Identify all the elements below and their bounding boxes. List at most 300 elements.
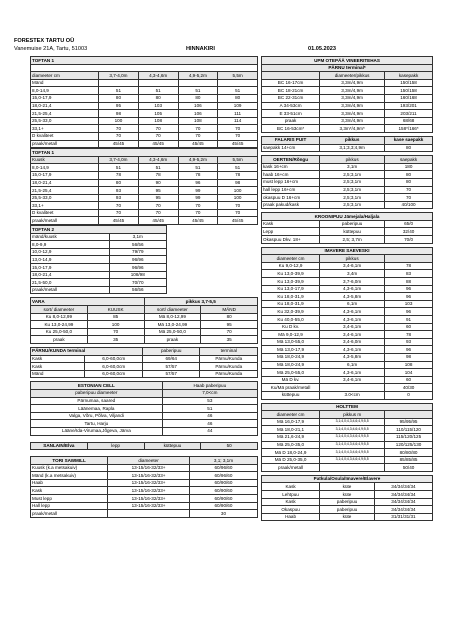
- table-row: [262, 117, 433, 125]
- table-title: VARA: [31, 298, 145, 306]
- cell: 95: [138, 187, 178, 195]
- cell: 13-15/16-32/33+: [108, 479, 190, 487]
- cell: 3,1;4,0;4,3;4,6;4,9;5,5: [320, 456, 385, 464]
- table-title: UPM OTEPÄÄ VINEERITEHAS: [262, 57, 433, 65]
- table-row: [31, 233, 167, 241]
- cell: E 33-51cm: [262, 110, 320, 118]
- cell: 70: [218, 202, 258, 210]
- cell: 158*/166*: [385, 125, 433, 133]
- cell: Mä 18,0-24,9: [262, 353, 320, 361]
- cell: paberipuu: [320, 220, 385, 228]
- cell: Mä 21,6-24,9: [262, 433, 320, 441]
- cell: 56/56: [109, 241, 166, 249]
- cell: 96/96: [109, 256, 166, 264]
- cell: Lehtpuu: [262, 491, 320, 499]
- cell: 96: [385, 293, 433, 301]
- cell: 150/158: [385, 79, 433, 87]
- table-row: [262, 449, 433, 457]
- cell: 13-15/16-32/33+: [108, 502, 190, 510]
- cell: 80: [201, 313, 258, 321]
- cell: 3,3m/4,9m: [320, 94, 385, 102]
- cell: 70: [138, 132, 178, 140]
- cell: paberipuu diameeter: [31, 389, 163, 397]
- cell: 3,3m/4,9m: [320, 102, 385, 110]
- cell: [320, 384, 385, 392]
- table-title: IMAVERE SAEVESKI: [262, 247, 433, 255]
- table-row: [262, 194, 433, 202]
- table-row: [262, 369, 433, 377]
- table-title: TORI SAWMILL: [31, 457, 108, 465]
- sanlain-table: [30, 442, 258, 451]
- cell: 96: [178, 179, 218, 187]
- cell: 51: [99, 87, 139, 95]
- cell: 6,0-60,0cm: [85, 363, 143, 371]
- table-row: [31, 248, 167, 256]
- cell: 46: [162, 420, 257, 428]
- parnu-terminal-table: [30, 347, 258, 378]
- col-header: 4,3-4,6m: [138, 156, 178, 164]
- cell: 4,3-6,1m: [320, 369, 385, 377]
- cell: 96: [385, 308, 433, 316]
- table-row: [31, 279, 167, 287]
- table-row: [31, 363, 258, 371]
- cell: 3,1;4,0;4,3;4,6;4,9;5,5: [320, 426, 385, 434]
- table-row: [31, 87, 258, 95]
- table-row: [31, 271, 167, 279]
- table-row: [262, 346, 433, 354]
- table-row: [262, 201, 433, 209]
- cell: must lepp 16+cm: [262, 178, 320, 186]
- cell: Ku/Mä praak/metall: [262, 384, 320, 392]
- table-row: [262, 300, 433, 308]
- cell: 3,1;3,3;4,9m: [320, 144, 385, 152]
- cell: 4,3-5,8m: [320, 293, 385, 301]
- table-row: [31, 412, 258, 420]
- cell: 78: [385, 262, 433, 270]
- table-row: [262, 87, 433, 95]
- cell: 70: [99, 202, 139, 210]
- cell: 53: [162, 397, 257, 405]
- cell: Ku 9,0-12,9: [262, 262, 320, 270]
- cell: 99: [178, 194, 218, 202]
- cell: Mänd: [31, 370, 85, 378]
- cell: lepp: [87, 442, 144, 450]
- cell: 99: [178, 187, 218, 195]
- cell: 108: [138, 117, 178, 125]
- cell: 40/100: [385, 201, 433, 209]
- cell: 80: [385, 144, 433, 152]
- cell: 98: [99, 110, 139, 118]
- cell: 93: [99, 194, 139, 202]
- cell: 25,5-33,0: [31, 194, 99, 202]
- cell: 4,3-6,1m: [320, 285, 385, 293]
- cell: 95: [201, 321, 258, 329]
- table-row: [31, 427, 258, 435]
- cell: 3,3m/4,9m: [320, 110, 385, 118]
- table-row: [262, 361, 433, 369]
- cell: 70: [218, 125, 258, 133]
- table-row: [31, 256, 167, 264]
- cell: praak/metall: [262, 464, 320, 472]
- cell: 105: [138, 110, 178, 118]
- cell: 45/45: [218, 217, 258, 225]
- cell: Mä 25,0-55,0: [262, 369, 320, 377]
- cell: Mä 18,0-21,1: [262, 426, 320, 434]
- cell: 50: [201, 442, 258, 450]
- table-row: [262, 433, 433, 441]
- col-header: kasepakk: [385, 72, 433, 80]
- cell: 106: [178, 110, 218, 118]
- table-row: [262, 331, 433, 339]
- cell: 70/0: [385, 236, 433, 244]
- cell: Mä D 18,0-24,9: [262, 449, 320, 457]
- table-row: [262, 441, 433, 449]
- table-row: [31, 370, 258, 378]
- cell: haab 16+cm: [262, 171, 320, 179]
- cell: 96/96: [109, 264, 166, 272]
- right-column: [261, 56, 433, 521]
- company-name: FORESTEX TARTU OÜ: [14, 38, 75, 44]
- cell: Pärnumaa, saared: [31, 397, 163, 405]
- cell: Mä 13,0-24,99: [144, 321, 201, 329]
- cell: 10,0-12,9: [31, 248, 110, 256]
- cell: 40/30: [385, 384, 433, 392]
- cell: 93: [385, 338, 433, 346]
- cell: 70/70: [109, 279, 166, 287]
- cell: 100: [99, 117, 139, 125]
- col-header: KUUSK: [87, 306, 144, 314]
- cell: Ku 13,0-24,99: [31, 321, 88, 329]
- table-row: [31, 442, 258, 450]
- cell: 78: [218, 171, 258, 179]
- cell: 98: [385, 353, 433, 361]
- cell: 65/0: [385, 220, 433, 228]
- cell: 45/45: [99, 140, 139, 148]
- cell: 3,4-6,1m: [320, 376, 385, 384]
- estonian-cell-table: [30, 381, 258, 435]
- table-row: [31, 313, 258, 321]
- cell: 114: [218, 117, 258, 125]
- cell: paberipuu: [320, 506, 375, 514]
- cell: 31/31/31/31: [374, 513, 432, 521]
- table-row: [262, 513, 433, 521]
- col-header: 4,3-4,6m: [138, 72, 178, 80]
- table-row: [262, 220, 433, 228]
- cell: 70: [178, 209, 218, 217]
- cell: Ku D kv.: [262, 323, 320, 331]
- cell: Pärnu/Kunda: [200, 363, 258, 371]
- cell: 3,7-6,0m: [320, 278, 385, 286]
- cell: 150/158: [385, 87, 433, 95]
- cell: küttepuu: [320, 228, 385, 236]
- table-row: [262, 353, 433, 361]
- cell: 69/64: [142, 355, 200, 363]
- cell: 45/45: [218, 140, 258, 148]
- cell: 80: [385, 178, 433, 186]
- cell: 33,1+: [31, 125, 99, 133]
- col-header: diameeter/pikkus: [320, 72, 385, 80]
- col-header: kase saepakk: [385, 136, 433, 144]
- col-header: pikkus m: [320, 411, 385, 419]
- cell: Ku 32,0-39,9: [262, 308, 320, 316]
- cell: 45/45: [99, 217, 139, 225]
- col-header: terminal: [200, 347, 258, 355]
- cell: Mä 18,0-24,9: [262, 361, 320, 369]
- cell: Kask: [262, 220, 320, 228]
- document-title: HINNAKIRI: [186, 46, 215, 52]
- col-header: pikkus: [320, 255, 385, 263]
- cell: 80: [178, 94, 218, 102]
- cell: 3,1;4,0;4,3;4,6;4,9;5,5: [320, 449, 385, 457]
- cell: Kask: [31, 487, 108, 495]
- cell: Pärnu/Kunda: [200, 370, 258, 378]
- cell: 70: [87, 328, 144, 336]
- cell: saepakk 14+cm: [262, 144, 320, 152]
- tori-sawmill-table: [30, 456, 258, 518]
- cell: Ku 25,0-50,0: [31, 328, 88, 336]
- cell: 100: [218, 187, 258, 195]
- table-row: [31, 209, 258, 217]
- cell: 160/168: [385, 94, 433, 102]
- cell: Tartu, Harju: [31, 420, 163, 428]
- kroonipuu-table: [261, 212, 433, 243]
- table-row: [31, 187, 258, 195]
- table-row: [262, 186, 433, 194]
- cell: Mä 9,0-12,9: [262, 331, 320, 339]
- cell: 203/211: [385, 110, 433, 118]
- table-row: [31, 79, 258, 87]
- cell: 103: [138, 102, 178, 110]
- cell: 85/85/85: [385, 456, 433, 464]
- cell: 2,5;3,1m: [320, 186, 385, 194]
- cell: praak: [144, 336, 201, 344]
- table-row: [31, 102, 258, 110]
- cell: 95: [138, 194, 178, 202]
- cell: 70: [218, 132, 258, 140]
- patkula-table: [261, 475, 433, 522]
- cell: D kvaliteet: [31, 209, 99, 217]
- cell: 80: [218, 94, 258, 102]
- table-row: [31, 510, 258, 518]
- col-header: MÄND: [201, 306, 258, 314]
- table-row: [31, 464, 258, 472]
- cell: 70: [99, 125, 139, 133]
- table-row: [262, 79, 433, 87]
- cell: 34/34/34/34: [374, 498, 432, 506]
- table-row: [262, 262, 433, 270]
- cell: 8,0-14,9: [31, 164, 99, 172]
- col-header: 4,9-5,2m: [178, 156, 218, 164]
- toftan1-spruce-table: [30, 148, 258, 225]
- cell: A 34-53cm: [262, 102, 320, 110]
- cell: 108: [385, 361, 433, 369]
- table-row: [31, 117, 258, 125]
- cell: Haab: [262, 513, 320, 521]
- cell: 30: [189, 510, 257, 518]
- cell: 3,3m*/4,9m*: [320, 125, 385, 133]
- cell: 70: [138, 202, 178, 210]
- cell: 60/90/60: [189, 479, 257, 487]
- cell: 45/45: [178, 140, 218, 148]
- table-row: [31, 241, 167, 249]
- col-header: 3,1; 3,1m: [189, 457, 257, 465]
- table-row: [31, 479, 258, 487]
- cell: 93: [99, 187, 139, 195]
- cell: 111: [218, 110, 258, 118]
- table-row: [31, 405, 258, 413]
- table-row: [262, 338, 433, 346]
- cell: Mä D kv.: [262, 376, 320, 384]
- col-header: paberipuu: [142, 347, 200, 355]
- table-row: [262, 236, 433, 244]
- table-row: [262, 285, 433, 293]
- cell: 83: [385, 270, 433, 278]
- cell: 45/45: [138, 217, 178, 225]
- cell: [320, 464, 385, 472]
- cell: 50/40: [385, 464, 433, 472]
- cell: Haab: [31, 479, 108, 487]
- cell: 0: [385, 391, 433, 399]
- table-row: [31, 94, 258, 102]
- cell: D kvaliteet: [31, 132, 99, 140]
- cell: 21,5-50,0: [31, 279, 110, 287]
- table-title: PÄRNU/KUNDA terminal: [31, 347, 143, 355]
- table-row: [262, 391, 433, 399]
- cell: Okaspuu: [262, 506, 320, 514]
- table-row: [262, 426, 433, 434]
- cell: Ku 40,0-55,0: [262, 316, 320, 324]
- cell: hall lepp 16+cm: [262, 186, 320, 194]
- cell: Mänd: [31, 79, 99, 87]
- cell: 193/201: [385, 102, 433, 110]
- table-subtitle: PÄRNU terminal*: [262, 64, 433, 72]
- table-row: [31, 397, 258, 405]
- table-row: [31, 495, 258, 503]
- cell: 2,5; 3,7m: [320, 236, 385, 244]
- table-row: [262, 144, 433, 152]
- falaris-table: [261, 136, 433, 152]
- cell: 60/96/60: [189, 464, 257, 472]
- table-row: [262, 278, 433, 286]
- cell: praak/metall: [31, 286, 110, 294]
- cell: 60/90/60: [189, 495, 257, 503]
- cell: Kuusk (k.a metsakuiv): [31, 464, 108, 472]
- cell: 2,5;3,1m: [320, 194, 385, 202]
- cell: praak: [31, 336, 88, 344]
- table-row: [262, 293, 433, 301]
- cell: 60/96/60: [189, 472, 257, 480]
- cell: 18,0-21,4: [31, 271, 110, 279]
- cell: 70: [178, 132, 218, 140]
- table-row: [262, 110, 433, 118]
- cell: 13-15/16-32/33+: [108, 472, 190, 480]
- cell: 51: [178, 87, 218, 95]
- table-row: [262, 323, 433, 331]
- cell: 3,4-6,0m: [320, 338, 385, 346]
- cell: 6,1m: [320, 361, 385, 369]
- cell: 4,3-6,1m: [320, 346, 385, 354]
- table-row: [31, 286, 167, 294]
- col-header: 5,5m: [218, 156, 258, 164]
- table-row: [31, 179, 258, 187]
- cell: 34/34/34/34: [374, 491, 432, 499]
- table-row: [31, 336, 258, 344]
- cell: 3.0<cm: [320, 391, 385, 399]
- cell: 3,4m: [320, 270, 385, 278]
- left-column: [30, 56, 258, 518]
- cell: 34/34/34/34: [374, 483, 432, 491]
- cell: 109: [218, 102, 258, 110]
- cell: Mä 8,0-12,99: [144, 313, 201, 321]
- table-row: [262, 491, 433, 499]
- cell: 108/98: [109, 271, 166, 279]
- col-header: saepakk: [385, 156, 433, 164]
- table-row: [31, 472, 258, 480]
- cell: Mä 25,0-50,0: [144, 328, 201, 336]
- cell: 3,3m/4,9m: [320, 117, 385, 125]
- cell: 110/115/120: [385, 426, 433, 434]
- cell: 51: [218, 164, 258, 172]
- cell: 108: [178, 117, 218, 125]
- cell: 103: [385, 300, 433, 308]
- cell: 79/79: [109, 248, 166, 256]
- table-row: [262, 178, 433, 186]
- cell: 51: [138, 164, 178, 172]
- cell: 70: [178, 202, 218, 210]
- cell: 15,0-17,9: [31, 264, 110, 272]
- cell: Ku 18,0-31,9: [262, 293, 320, 301]
- cell: mänd/kuusk: [31, 233, 110, 241]
- table-row: [262, 163, 433, 171]
- table-row: [31, 502, 258, 510]
- cell: BC 16-53cm*: [262, 125, 320, 133]
- cell: 100: [87, 321, 144, 329]
- table-row: [31, 194, 258, 202]
- cell: Kask: [262, 483, 320, 491]
- col-header: pikkus: [320, 136, 385, 144]
- cell: 51: [162, 405, 257, 413]
- cell: 80: [99, 94, 139, 102]
- cell: 70: [385, 194, 433, 202]
- cell: Läänemaa, Rapla: [31, 405, 163, 413]
- cell: 6,0-60,0cm: [85, 370, 143, 378]
- table-row: [262, 316, 433, 324]
- cell: Ku 18,0-31,9: [262, 300, 320, 308]
- table-title: TOFTAN 1: [31, 149, 258, 157]
- cell: 8,0-9,9: [31, 241, 110, 249]
- cell: 4,3-6,1m: [320, 308, 385, 316]
- col-header: 5,5m: [218, 72, 258, 80]
- cell: 32/40: [385, 228, 433, 236]
- table-row: [31, 328, 258, 336]
- cell: 96: [385, 346, 433, 354]
- cell: 70: [178, 125, 218, 133]
- table-row: [262, 308, 433, 316]
- cell: 8,0-14,9: [31, 87, 99, 95]
- cell: 3,1;4,0;4,3;4,6;4,9;5,5: [320, 418, 385, 426]
- col-header: 4,9-5,2m: [178, 72, 218, 80]
- cell: Hall lepp: [31, 502, 108, 510]
- cell: 78: [385, 331, 433, 339]
- cell: praak: [262, 117, 320, 125]
- cell: 2,5;3,1m: [320, 201, 385, 209]
- table-row: [31, 202, 258, 210]
- table-row: [31, 140, 258, 148]
- company-address: Vanemuise 21A, Tartu, 51003: [14, 46, 88, 52]
- cell: 13-15/16-32/33+: [108, 487, 190, 495]
- cell: 120/125/130: [385, 441, 433, 449]
- table-row: [31, 110, 258, 118]
